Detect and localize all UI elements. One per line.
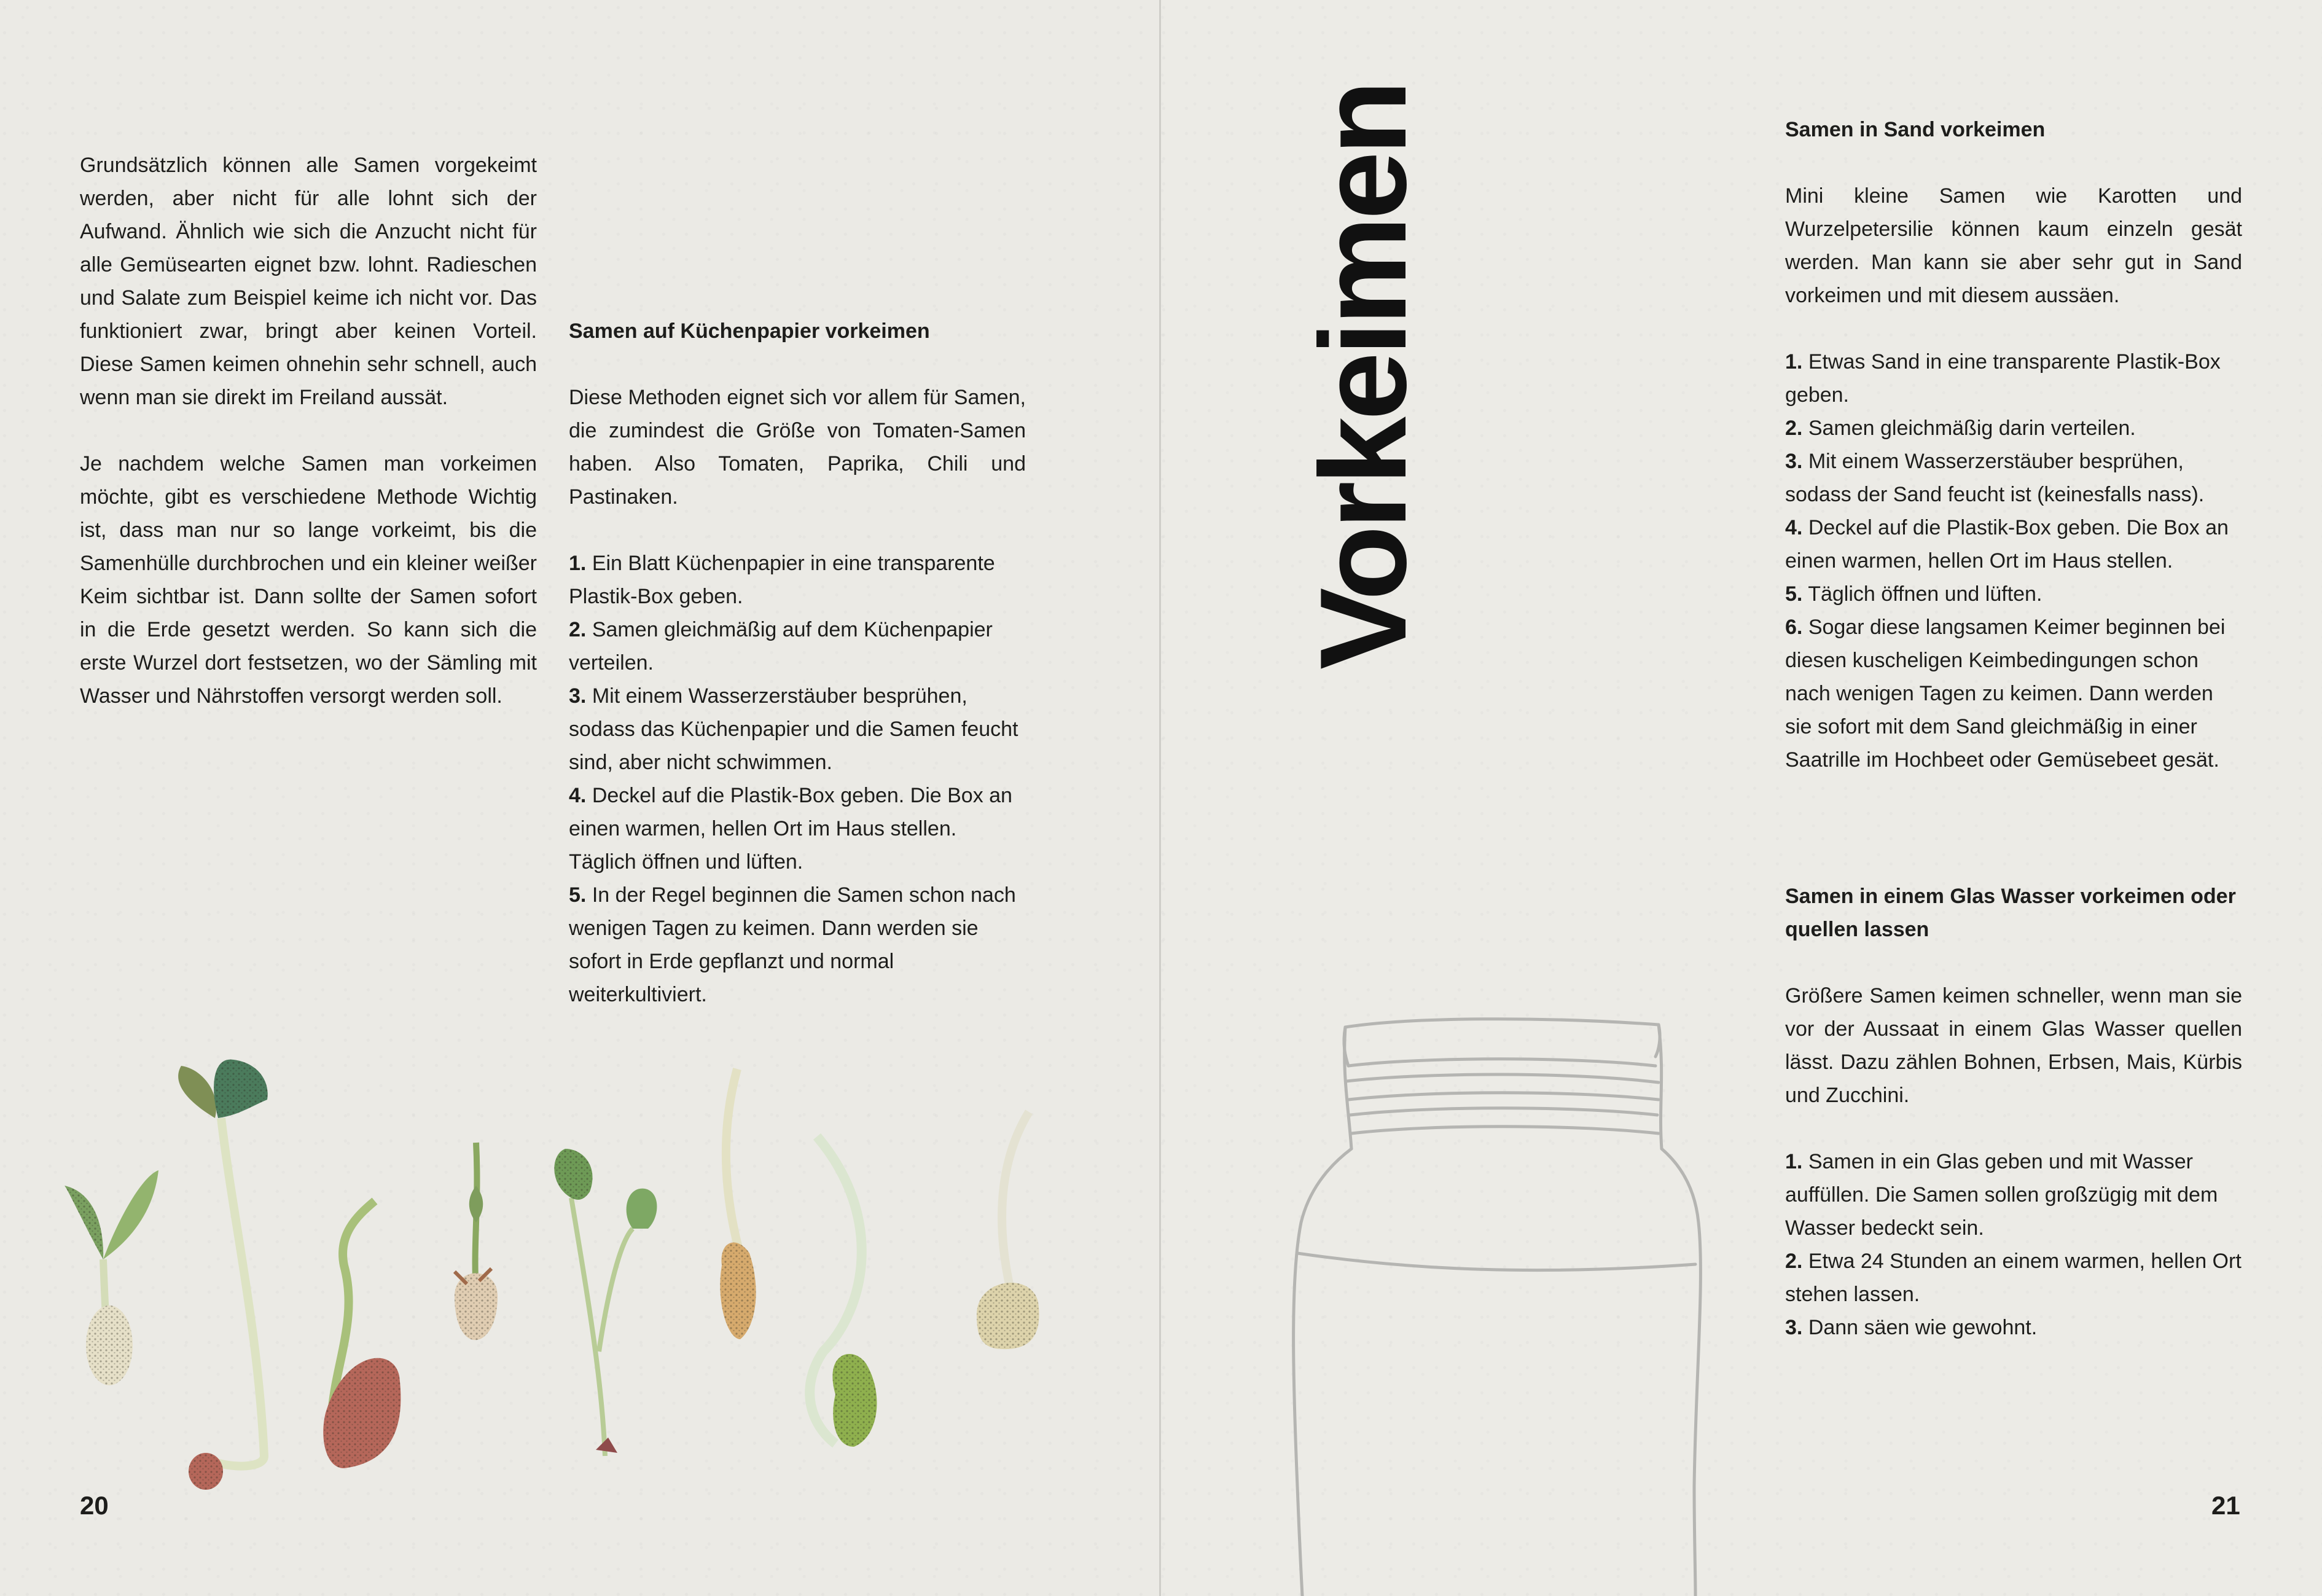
step-text: Mit einem Wasserzerstäuber besprühen, sodass das Küchenpapier und die Samen feucht sind, aber nicht schwimmen.	[569, 684, 1018, 774]
step-number: 3.	[1785, 1316, 1803, 1339]
step-number: 1.	[1785, 1150, 1803, 1173]
page-number-left: 20	[80, 1491, 109, 1520]
step-number: 6.	[1785, 616, 1803, 639]
step-number: 2.	[1785, 417, 1803, 440]
step-text: Dann säen wie gewohnt.	[1808, 1316, 2038, 1339]
step-text: Deckel auf die Plastik-Box geben. Die Box an einen warmen, hellen Ort im Haus stellen.	[1785, 516, 2229, 573]
page-title: Vorkeimen	[1295, 84, 1432, 670]
step-text: Samen gleichmäßig auf dem Küchenpapier verteilen.	[569, 618, 993, 675]
intro-paragraph-1: Grundsätzlich können alle Samen vorgekeimt werden, aber nicht für alle lohnt sich der Aufwand. Ähnlich wie sich die Anzucht nicht für alle Gemüsearten eignet bzw. lohnt. Radieschen und Salate zum Beispiel keime ich nicht vor. Das funktioniert zwar, bringt aber keinen Vorteil. Diese Samen keimen ohnehin sehr schnell, auch wenn man sie direkt im Freiland aussät.	[80, 154, 537, 409]
sand-heading: Samen in Sand vorkeimen	[1785, 118, 2046, 141]
page-number-right: 21	[2211, 1491, 2240, 1520]
step-text: Sogar diese langsamen Keimer beginnen bei diesen kuscheligen Keimbedingungen schon nach wenigen Tagen zu keimen. Dann werden sie sofort mit dem Sand gleichmäßig in einer Saatrille im Hochbeet oder Gemüsebeet gesät.	[1785, 616, 2226, 772]
sand-intro: Mini kleine Samen wie Karotten und Wurzelpetersilie können kaum einzeln gesät werden. Man kann sie aber sehr gut in Sand vorkeimen und mit diesem aussäen.	[1785, 184, 2242, 307]
step-text: Samen in ein Glas geben und mit Wasser auffüllen. Die Samen sollen großzügig mit dem Wasser bedeckt sein.	[1785, 1150, 2218, 1240]
step-text: Samen gleichmäßig darin verteilen.	[1808, 417, 2136, 440]
step-number: 4.	[569, 784, 587, 807]
step-text: Ein Blatt Küchenpapier in eine transparente Plastik-Box geben.	[569, 552, 995, 608]
glas-heading: Samen in einem Glas Wasser vorkeimen oder quellen lassen	[1785, 885, 2236, 941]
kuechenpapier-heading: Samen auf Küchenpapier vorkeimen	[569, 319, 930, 343]
intro-paragraph-2: Je nachdem welche Samen man vorkeimen möchte, gibt es verschiedene Methode Wichtig ist, dass man nur so lange vorkeimt, bis die Samenhülle durchbrochen und ein kleiner weißer Keim sichtbar ist. Dann sollte der Samen sofort in die Erde gesetzt werden. So kann sich die erste Wurzel dort festsetzen, wo der Sämling mit Wasser und Nährstoffen versorgt werden soll.	[80, 452, 537, 708]
step-number: 3.	[569, 684, 587, 708]
step-text: In der Regel beginnen die Samen schon nach wenigen Tagen zu keimen. Dann werden sie sofort in Erde gepflanzt und normal weiterkultiviert.	[569, 883, 1016, 1006]
step-text: Deckel auf die Plastik-Box geben. Die Box an einen warmen, hellen Ort im Haus stellen. Täglich öffnen und lüften.	[569, 784, 1012, 874]
step-number: 5.	[569, 883, 587, 907]
step-number: 3.	[1785, 450, 1803, 473]
step-number: 2.	[1785, 1250, 1803, 1273]
step-number: 5.	[1785, 582, 1803, 606]
step-text: Mit einem Wasserzerstäuber besprühen, sodass der Sand feucht ist (keinesfalls nass).	[1785, 450, 2205, 506]
step-number: 2.	[569, 618, 587, 641]
kuechenpapier-intro: Diese Methoden eignet sich vor allem für Samen, die zumindest die Größe von Tomaten-Samen haben. Also Tomaten, Paprika, Chili und Pastinaken.	[569, 386, 1026, 509]
step-text: Etwa 24 Stunden an einem warmen, hellen Ort stehen lassen.	[1785, 1250, 2242, 1306]
step-number: 4.	[1785, 516, 1803, 539]
step-number: 1.	[569, 552, 587, 575]
step-text: Etwas Sand in eine transparente Plastik-Box geben.	[1785, 350, 2221, 407]
step-text: Täglich öffnen und lüften.	[1808, 582, 2043, 606]
step-number: 1.	[1785, 350, 1803, 374]
glas-intro: Größere Samen keimen schneller, wenn man sie vor der Aussaat in einem Glas Wasser quellen lässt. Dazu zählen Bohnen, Erbsen, Mais, Kürbis und Zucchini.	[1785, 984, 2242, 1107]
